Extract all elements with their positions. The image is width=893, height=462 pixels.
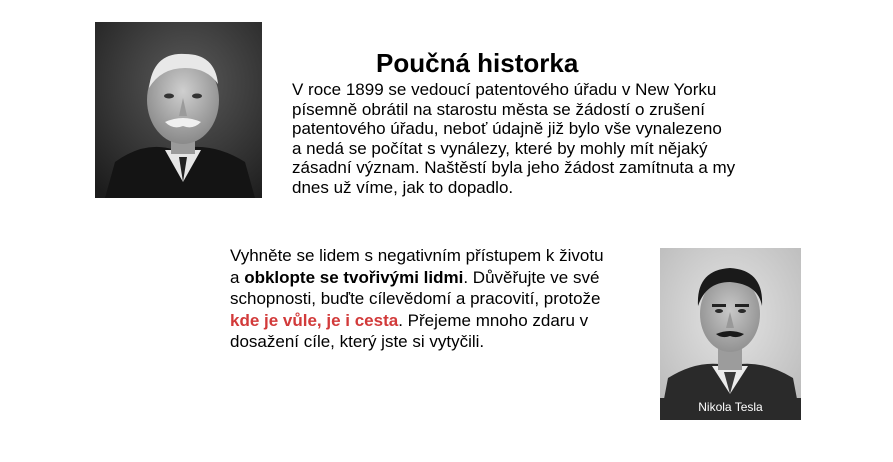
photo-caption: Nikola Tesla	[698, 400, 763, 414]
page-title: Poučná historka	[376, 48, 579, 79]
portrait-photo-left	[95, 22, 262, 198]
advice-line-2-suffix: . Důvěřujte ve své	[463, 267, 600, 287]
advice-line-2-prefix: a	[230, 267, 245, 287]
advice-line-1: Vyhněte se lidem s negativním přístupem k životu	[230, 246, 604, 265]
advice-paragraph	[230, 245, 650, 353]
story-line: a nedá se počítat s vynálezy, které by mohly mít nějaký	[292, 138, 708, 158]
advice-red-phrase: kde je vůle, je i cesta	[230, 310, 399, 330]
story-line: dnes už víme, jak to dopadlo.	[292, 177, 514, 197]
story-line: písemně obrátil na starostu města se žádostí o zrušení	[292, 99, 705, 119]
advice-line-4	[230, 310, 650, 332]
advice-line-2	[230, 267, 650, 289]
story-paragraph	[292, 80, 792, 198]
story-line: patentového úřadu, neboť údajně již bylo vše vynalezeno	[292, 119, 722, 139]
advice-bold-phrase: obklopte se tvořivými lidmi	[244, 267, 464, 287]
portrait-left-drawing	[95, 22, 262, 198]
advice-line-4-suffix: . Přejeme mnoho zdaru v	[398, 310, 589, 330]
portrait-tesla-drawing	[660, 248, 801, 420]
advice-line-3: schopnosti, buďte cílevědomí a pracovití, protože	[230, 289, 601, 308]
portrait-photo-tesla	[660, 248, 801, 420]
story-line: zásadní význam. Naštěstí byla jeho žádost zamítnuta a my	[292, 158, 736, 178]
advice-line-5: dosažení cíle, který jste si vytyčili.	[230, 332, 485, 351]
story-line: V roce 1899 se vedoucí patentového úřadu v New Yorku	[292, 80, 717, 99]
